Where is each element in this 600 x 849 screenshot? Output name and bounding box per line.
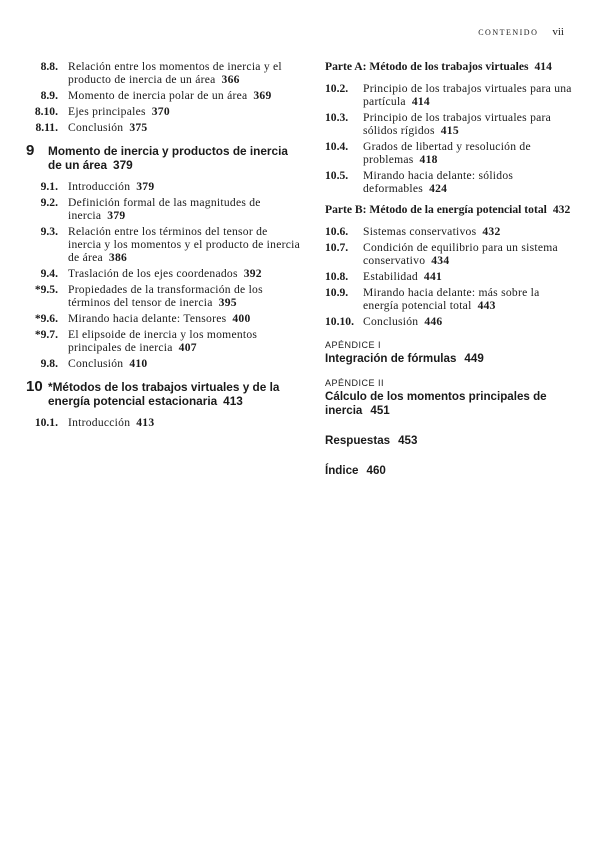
entry-text: Momento de inercia polar de un área 369: [68, 89, 272, 102]
toc-entry: [325, 225, 573, 238]
entry-text: Relación entre los momentos de inercia y el producto de inercia de un área 366: [68, 60, 282, 86]
entry-number: 8.8.: [40, 60, 58, 73]
entry-number: 10.3.: [325, 111, 349, 124]
answers-entry: Respuestas 453: [325, 434, 418, 447]
appendix-2-label: APÉNDICE II: [325, 378, 385, 388]
entry-text: Condición de equilibrio para un sistema conservativo 434: [363, 241, 558, 267]
entry-number: 8.10.: [34, 105, 58, 118]
running-header: [478, 26, 564, 38]
entry-text: Mirando hacia delante: sólidos deformables 424: [363, 169, 514, 195]
entry-page: 379: [107, 209, 126, 222]
entry-page: 379: [136, 180, 155, 193]
toc-entry: [26, 89, 302, 102]
entry-number: 10.8.: [325, 270, 349, 283]
appendix-1-label: APÉNDICE I: [325, 340, 382, 350]
entry-text: Introducción 413: [68, 416, 155, 429]
part-page: 414: [534, 60, 552, 73]
entry-page: 441: [423, 270, 443, 283]
entries-part-b: [325, 225, 573, 328]
entry-text: Introducción 379: [68, 180, 155, 193]
toc-entry: [325, 270, 573, 283]
header-title: CONTENIDO: [478, 28, 539, 37]
toc-entry: [325, 315, 573, 328]
entry-page: 446: [424, 315, 443, 328]
entry-page: 386: [108, 251, 128, 264]
toc-entry: [26, 225, 302, 264]
toc-right-column: [325, 60, 573, 478]
toc-entry: [325, 140, 573, 166]
toc-entry: [325, 169, 573, 195]
appendix-page: 449: [464, 352, 484, 365]
entry-text: Principio de los trabajos virtuales para una partícula 414: [363, 82, 572, 108]
entry-number: 9.2.: [40, 196, 58, 209]
entry-page: 395: [218, 296, 237, 309]
entries-top: [26, 60, 302, 134]
toc-entry: [325, 286, 573, 312]
entry-text: Conclusión 375: [68, 121, 148, 134]
toc-entry: [325, 111, 573, 137]
entry-page: 414: [411, 95, 430, 108]
chapter-9-heading: [26, 144, 302, 172]
entry-number: 8.9.: [40, 89, 58, 102]
part-a-heading: Parte A: Método de los trabajos virtuales 414: [325, 60, 552, 73]
toc-entry: [26, 267, 302, 280]
entry-number: 10.9.: [325, 286, 349, 299]
part-b-heading: Parte B: Método de la energía potencial total 432: [325, 203, 571, 216]
entry-number: *9.5.: [34, 283, 58, 296]
entry-page: 434: [431, 254, 450, 267]
entry-text: Principio de los trabajos virtuales para sólidos rígidos 415: [363, 111, 552, 137]
toc-entry: [26, 105, 302, 118]
index-page: 460: [366, 464, 386, 477]
entry-page: 410: [129, 357, 148, 370]
chapter-title: *Métodos de los trabajos virtuales y de la energía potencial estacionaria 413: [48, 380, 280, 408]
entry-number: 9.3.: [40, 225, 58, 238]
entry-text: Conclusión 410: [68, 357, 148, 370]
entry-text: Sistemas conservativos 432: [363, 225, 501, 238]
entry-text: Mirando hacia delante: Tensores 400: [68, 312, 251, 325]
appendix-2-title: Cálculo de los momentos principales de inercia 451: [325, 390, 547, 417]
entry-page: 370: [151, 105, 170, 118]
entry-number: 10.7.: [325, 241, 349, 254]
entry-text: Definición formal de las magnitudes de inercia 379: [68, 196, 261, 222]
entry-text: Relación entre los términos del tensor de inercia y los momentos y el producto de inercia de área 386: [68, 225, 300, 264]
entries-part-a: [325, 82, 573, 195]
entry-text: Estabilidad 441: [363, 270, 443, 283]
index-entry: Índice 460: [325, 464, 386, 477]
entry-page: 432: [482, 225, 501, 238]
entry-page: 424: [429, 182, 448, 195]
entry-page: 375: [129, 121, 148, 134]
toc-left-column: [26, 60, 302, 432]
entry-number: *9.7.: [34, 328, 58, 341]
entry-text: Propiedades de la transformación de los términos del tensor de inercia 395: [68, 283, 263, 309]
entry-number: 9.4.: [40, 267, 58, 280]
entry-number: 8.11.: [35, 121, 58, 134]
chapter-title: Momento de inercia y productos de inercia de un área 379: [48, 144, 288, 172]
entry-number: 9.8.: [40, 357, 58, 370]
entry-text: Grados de libertad y resolución de problemas 418: [363, 140, 531, 166]
appendix-page: 451: [370, 404, 390, 417]
toc-entry: [26, 416, 302, 429]
chapter-10-heading: [26, 380, 302, 408]
entry-page: 413: [136, 416, 155, 429]
toc-entry: [26, 180, 302, 193]
toc-entry: [26, 357, 302, 370]
toc-entry: [325, 82, 573, 108]
toc-entry: [26, 312, 302, 325]
entry-number: 9.1.: [40, 180, 58, 193]
entry-text: Mirando hacia delante: más sobre la energía potencial total 443: [363, 286, 540, 312]
entry-page: 366: [221, 73, 240, 86]
entry-text: Conclusión 446: [363, 315, 443, 328]
entry-page: 369: [253, 89, 272, 102]
entry-page: 418: [419, 153, 438, 166]
toc-entry: [325, 241, 573, 267]
toc-entry: [26, 196, 302, 222]
chapter-number: 9: [26, 142, 35, 159]
entry-number: 10.1.: [34, 416, 58, 429]
toc-entry: [26, 60, 302, 86]
appendix-1-title: Integración de fórmulas 449: [325, 352, 484, 365]
entry-number: 10.10.: [325, 315, 354, 328]
entry-text: Traslación de los ejes coordenados 392: [68, 267, 262, 280]
entry-page: 392: [243, 267, 262, 280]
entries-chapter-9: [26, 180, 302, 370]
entry-page: 443: [477, 299, 496, 312]
entry-page: 415: [440, 124, 459, 137]
chapter-page: 413: [223, 394, 243, 408]
entries-chapter-10: [26, 416, 302, 429]
part-page: 432: [552, 203, 571, 216]
entry-number: *9.6.: [34, 312, 58, 325]
entry-text: El elipsoide de inercia y los momentos principales de inercia 407: [68, 328, 258, 354]
chapter-number: 10: [26, 378, 43, 395]
entry-text: Ejes principales 370: [68, 105, 170, 118]
entry-page: 407: [178, 341, 197, 354]
toc-entry: [26, 328, 302, 354]
answers-page: 453: [398, 434, 418, 447]
toc-entry: [26, 121, 302, 134]
entry-page: 400: [232, 312, 251, 325]
header-page-number: vii: [552, 26, 564, 38]
entry-number: 10.6.: [325, 225, 349, 238]
entry-number: 10.5.: [325, 169, 349, 182]
entry-number: 10.2.: [325, 82, 349, 95]
chapter-page: 379: [113, 158, 133, 172]
entry-number: 10.4.: [325, 140, 349, 153]
toc-entry: [26, 283, 302, 309]
